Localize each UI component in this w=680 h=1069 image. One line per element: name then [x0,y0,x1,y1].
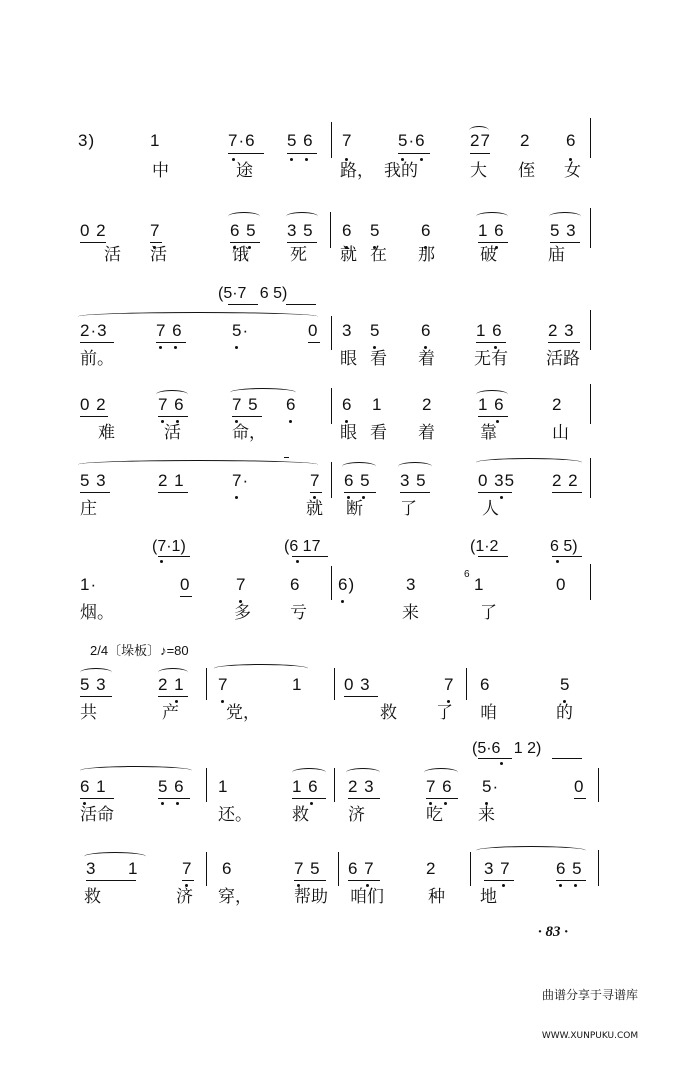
lyric: 女 [564,161,581,180]
lyric: 途 [236,161,253,180]
lyric: 看 [370,349,387,368]
beam [310,492,322,493]
note: 0 2 [80,221,107,240]
beam [344,696,378,697]
note: 6 [286,395,297,414]
octave-dot [310,802,313,805]
beam [230,242,260,243]
bar-line [331,388,332,424]
lyric: 眼 [340,349,357,368]
note: 3 5 [287,221,314,240]
prelude-bracket: 6 5) [550,538,578,555]
lyric: 党， [226,703,260,722]
lyric: 人 [482,499,499,518]
bar-line [466,668,467,700]
beam [552,556,582,557]
lyric: 还。 [218,805,252,824]
note: 5·6 [398,131,426,150]
lyric: 路， [340,161,374,180]
beam [478,492,512,493]
note: 2 [520,131,531,150]
footer-watermark [530,958,650,1069]
beam [80,492,110,493]
beam [158,556,190,557]
beam [292,798,326,799]
bar-line [590,310,591,350]
lyric: 着 [418,423,435,442]
note: 5 3 [80,471,107,490]
note: 0 2 [80,395,107,414]
slur [342,462,376,471]
octave-dot [341,600,344,603]
octave-dot [559,884,562,887]
beam [158,416,188,417]
note: 6 5 [344,471,371,490]
octave-dot [160,560,163,563]
note: 2 [422,395,433,414]
lyric: 救 [292,805,309,824]
lyric: 眼 [340,423,357,442]
bar-line [590,384,591,424]
note: 1· [80,575,98,594]
note: 6) [338,575,356,594]
note: 7 [218,675,229,694]
lyric: 靠 [480,423,497,442]
slur [80,766,192,775]
beam [286,304,316,305]
lyric: 咱们 [350,887,384,906]
footer-url: WWW.XUNPUKU.COM [541,1031,639,1041]
note: 3 [86,859,97,878]
lyric: 了 [436,703,453,722]
lyric: 烟。 [80,603,114,622]
note: 6 [342,221,353,240]
bar-line [590,118,591,158]
lyric: 济 [176,887,193,906]
note: 7 6 [156,321,183,340]
beam [348,798,380,799]
beam [550,242,580,243]
bar-line [331,316,332,350]
note: 1 [292,675,303,694]
note: 1 6 [476,321,503,340]
lyric: 中 [152,161,169,180]
note: 27 [470,131,491,150]
note: 3 [406,575,417,594]
beam [552,492,582,493]
lyric: 救 [84,887,101,906]
note: 1 [218,777,229,796]
octave-dot [574,884,577,887]
beam [228,304,258,305]
note: 7· [232,471,250,490]
note: 0 [180,575,191,594]
note: 5· [232,321,250,340]
bar-line [338,852,339,886]
lyric: 活路 [546,349,580,368]
beam [548,342,580,343]
beam [552,758,582,759]
note: 7 [236,575,247,594]
beam [158,492,188,493]
lyric: 庄 [80,499,97,518]
lyric: 大 [470,161,487,180]
note: 7·6 [228,131,256,150]
octave-dot [221,700,224,703]
note: 5 [370,321,381,340]
note: 0 [308,321,319,340]
prelude-bracket: (1·2 [470,538,499,555]
bar-line [330,212,331,248]
beam [228,153,264,154]
beam [80,696,112,697]
lyric: 断 [346,499,363,518]
lyric: 种 [428,887,445,906]
beam [80,342,114,343]
note: 6 5 [556,859,583,878]
octave-dot [420,158,423,161]
note: 6 [421,221,432,240]
note: 0 35 [478,471,516,490]
note: 6 [342,395,353,414]
beam [80,242,106,243]
bar-line [334,768,335,802]
beam [294,880,326,881]
lyric: 共 [80,703,97,722]
slur [398,462,432,471]
prelude-bracket: (5·6 1 2) [472,740,542,757]
note: 7 [310,471,321,490]
note: 5 3 [80,675,107,694]
slur [78,312,318,321]
note: 5 6 [158,777,185,796]
note: 3 [342,321,353,340]
lyric: 山 [552,423,569,442]
bar-line [590,208,591,248]
bar-line [331,462,332,498]
beam [287,153,317,154]
slur [469,126,489,135]
note: 6 [480,675,491,694]
note: 6 [222,859,233,878]
lyric: 了 [400,499,417,518]
slur [286,212,318,221]
octave-dot [159,346,162,349]
note: 7 6 [158,395,185,414]
note: 0 [556,575,567,594]
lyric: 难 [98,423,115,442]
octave-dot [502,884,505,887]
prelude-bracket: (7·1) [152,538,186,555]
note: 1 [128,859,139,878]
beam [182,880,194,881]
lyric: 看 [370,423,387,442]
lyric: 帮助 [294,887,328,906]
lyric: 产 [162,703,179,722]
bar-line [334,668,335,700]
lyric: 来 [478,805,495,824]
beam [470,153,490,154]
octave-dot [290,158,293,161]
octave-dot [232,158,235,161]
bar-line [206,668,207,700]
lyric: 救 [380,703,397,722]
beam [86,880,136,881]
lyric: 活 [164,423,181,442]
beam [308,342,320,343]
note: 2·3 [80,321,108,340]
bar-line [331,122,332,158]
prelude-bracket: (5·7 6 5) [218,285,288,302]
note: 3) [78,131,96,150]
beam [292,556,328,557]
note: 5 6 [287,131,314,150]
note: 7 5 [232,395,259,414]
note: 2 1 [158,675,185,694]
beam [158,696,188,697]
lyric: 饿 [232,245,249,264]
beam [476,342,506,343]
lyric: 着 [418,349,435,368]
octave-dot [289,420,292,423]
beam [426,798,458,799]
octave-dot [500,762,503,765]
note: 5· [482,777,500,796]
beam [556,880,586,881]
lyric: 命， [232,423,266,442]
beam [80,798,114,799]
lyric: 破 [480,245,497,264]
slur [214,664,308,673]
slur [476,846,586,855]
beam [344,492,376,493]
octave-dot [500,496,503,499]
beam [398,153,430,154]
slur [292,768,326,777]
lyric: 了 [480,603,497,622]
beam [232,416,262,417]
lyric: 那 [418,245,435,264]
note: 1 6 [478,221,505,240]
note: 1 6 [292,777,319,796]
note: 2 3 [348,777,375,796]
beam [80,416,108,417]
note: 2 3 [548,321,575,340]
note: 5 [560,675,571,694]
lyric: 穿， [218,887,252,906]
lyric: 侄 [518,161,535,180]
note: 6 7 [348,859,375,878]
lyric: 庙 [548,245,565,264]
beam [348,880,380,881]
lyric: 的 [556,703,573,722]
octave-dot [235,496,238,499]
page-number: · 83 · [538,924,568,940]
octave-dot [161,802,164,805]
beam [478,556,508,557]
octave-dot [556,560,559,563]
beam [287,242,317,243]
note: 1 [372,395,383,414]
note: 7 [182,859,193,878]
octave-dot [296,560,299,563]
bar-line [590,564,591,600]
lyric: 活 [150,245,167,264]
note: 0 [574,777,585,796]
bar-line [470,852,471,886]
note: 6 [421,321,432,340]
note: 6 5 [230,221,257,240]
note: 5 3 [550,221,577,240]
octave-dot [174,346,177,349]
note: 6 [290,575,301,594]
lyric: 就 [306,499,323,518]
lyric: 活命 [80,805,114,824]
lyric: 吃 [426,805,443,824]
lyric: 来 [402,603,419,622]
bar-line [598,768,599,802]
lyric: 多 [234,603,251,622]
note: 7 [342,131,353,150]
octave-dot [176,802,179,805]
tempo-marking: 2/4〔垛板〕♪=80 [90,643,189,658]
slur [476,458,582,467]
lyric: 济 [348,805,365,824]
slur [78,460,318,469]
note: 0 3 [344,675,371,694]
octave-dot [305,158,308,161]
slur [424,768,458,777]
note: 2 2 [552,471,579,490]
lyric: 死 [290,245,307,264]
lyric: 在 [370,245,387,264]
note: 3 5 [400,471,427,490]
note: 1 [474,575,485,594]
slur [228,212,260,221]
beam [478,416,508,417]
lyric: 就 [340,245,357,264]
lyric: 亏 [290,603,307,622]
beam [478,758,512,759]
lyric: 无有 [474,349,508,368]
beam [158,798,190,799]
beam [180,596,192,597]
footer-title: 曲谱分享于寻谱库 [541,988,638,1002]
lyric: 前。 [80,349,114,368]
note: 3 7 [484,859,511,878]
note: 7 6 [426,777,453,796]
octave-dot [444,802,447,805]
note: 7 [150,221,161,240]
dash-mark [284,457,289,458]
note: 5 [370,221,381,240]
note: 6 [566,131,577,150]
note: 1 6 [478,395,505,414]
note: 7 [444,675,455,694]
note: 2 1 [158,471,185,490]
note: 2 [552,395,563,414]
slur [549,212,581,221]
bar-line [206,768,207,802]
note: 1 [150,131,161,150]
beam [574,798,586,799]
bar-line [331,566,332,600]
lyric: 咱 [480,703,497,722]
bar-line [206,852,207,886]
beam [484,880,514,881]
bar-line [598,850,599,886]
slur [476,212,508,221]
prelude-bracket: (6 17 [284,538,321,555]
grace-note: 6 [464,569,470,580]
lyric: 我的 [384,161,418,180]
beam [156,342,186,343]
note: 7 5 [294,859,321,878]
lyric: 地 [480,887,497,906]
beam [478,242,508,243]
lyric: 活 [104,245,121,264]
bar-line [590,458,591,498]
note: 2 [426,859,437,878]
beam [150,242,162,243]
beam [400,492,430,493]
slur [346,768,380,777]
note: 6 1 [80,777,107,796]
octave-dot [235,346,238,349]
